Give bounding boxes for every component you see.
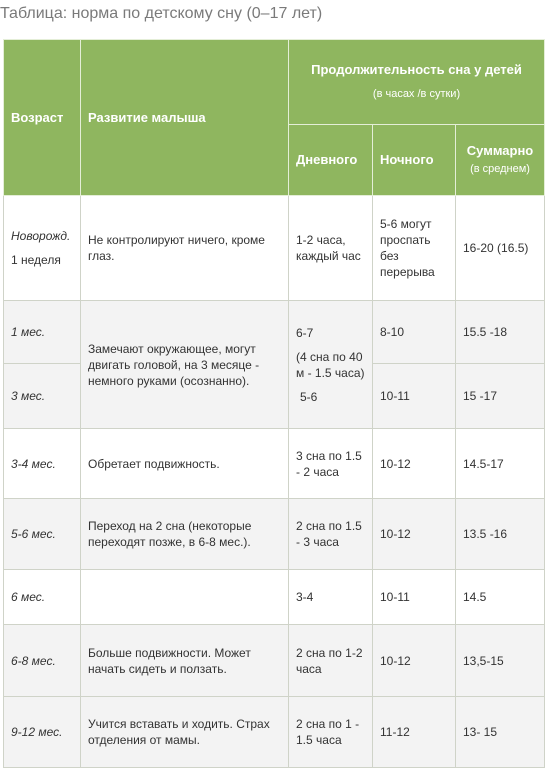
header-total-sub: (в среднем) [470,163,530,175]
age-cell: 5-6 мес. [4,499,81,570]
page-title: Таблица: норма по детскому сну (0–17 лет) [0,5,323,22]
table-row [4,301,545,364]
age-cell: 9-12 мес. [4,697,81,768]
day-sleep-cell: 2 сна по 1-2 часа [289,625,373,697]
day-sleep-text: 5-6 [300,389,318,404]
night-sleep-cell: 11-12 [373,697,456,768]
development-cell: Учится вставать и ходить. Страх отделения от мамы. [81,697,289,768]
development-cell: Не контролируют ничего, кроме глаз. [81,196,289,301]
header-age: Возраст [4,40,81,196]
header-duration-sub: (в часах /в сутки) [372,88,461,100]
table-row [4,429,545,499]
night-sleep-cell: 10-11 [373,364,456,429]
development-cell: Переход на 2 сна (некоторые переходят позже, в 6-8 мес.). [81,499,289,570]
total-sleep-cell: 16-20 (16.5) [456,196,545,301]
age-text: Новорожд. [11,229,71,243]
total-sleep-cell: 14.5 [456,570,545,625]
development-cell [81,570,289,625]
age-cell: 3 мес. [4,364,81,429]
day-sleep-text: (4 сна по 40 м - 1.5 часа) [296,349,365,380]
day-sleep-cell: 3 сна по 1.5 - 2 часа [289,429,373,499]
night-sleep-cell: 10-12 [373,625,456,697]
day-sleep-cell: 2 сна по 1 - 1.5 часа [289,697,373,768]
total-sleep-cell: 13- 15 [456,697,545,768]
header-duration-label: Продолжительность сна у детей [311,62,522,77]
night-sleep-cell: 10-12 [373,429,456,499]
total-sleep-cell: 15.5 -18 [456,301,545,364]
age-cell: 1 мес. [4,301,81,364]
table-row [4,625,545,697]
development-cell: Замечают окружающее, могут двигать головой, на 3 месяце - немного руками (осознанно). [81,301,289,429]
age-cell: 6-8 мес. [4,625,81,697]
sleep-norm-table [3,39,545,768]
night-sleep-cell: 10-11 [373,570,456,625]
night-sleep-cell: 5-6 могут проспать без перерыва [373,196,456,301]
header-day: Дневного [289,125,373,196]
header-night: Ночного [373,125,456,196]
age-cell: 6 мес. [4,570,81,625]
total-sleep-cell: 14.5-17 [456,429,545,499]
age-cell: 3-4 мес. [4,429,81,499]
total-sleep-cell: 13.5 -16 [456,499,545,570]
development-cell: Обретает подвижность. [81,429,289,499]
total-sleep-cell: 13,5-15 [456,625,545,697]
total-sleep-cell: 15 -17 [456,364,545,429]
table-row [4,697,545,768]
header-total [456,125,545,196]
night-sleep-cell: 10-12 [373,499,456,570]
day-sleep-cell: 2 сна по 1.5 - 3 часа [289,499,373,570]
table-row [4,570,545,625]
day-sleep-cell [289,301,373,429]
header-duration [289,40,545,125]
table-row [4,196,545,301]
day-sleep-cell: 1-2 часа, каждый час [289,196,373,301]
header-development: Развитие малыша [81,40,289,196]
table-row [4,499,545,570]
day-sleep-text: 6-7 [296,325,314,340]
day-sleep-cell: 3-4 [289,570,373,625]
night-sleep-cell: 8-10 [373,301,456,364]
development-cell: Больше подвижности. Может начать сидеть и ползать. [81,625,289,697]
header-row [4,40,545,125]
age-cell [4,196,81,301]
age-text: 1 неделя [11,253,61,267]
header-total-label: Суммарно [466,143,534,158]
